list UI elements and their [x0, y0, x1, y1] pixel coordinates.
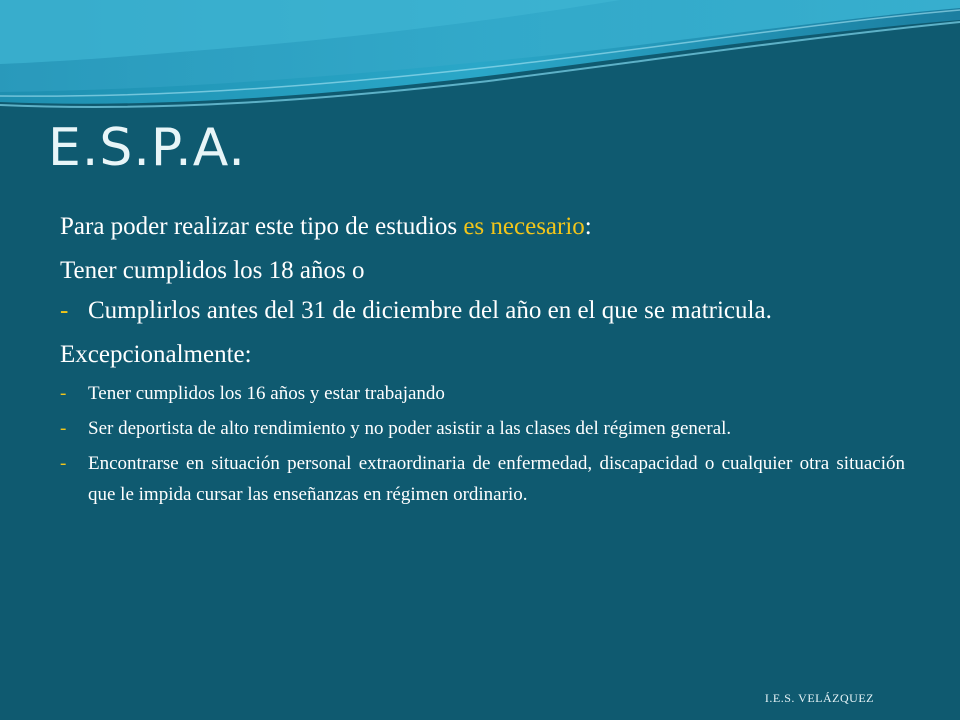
exception-list-item [60, 413, 905, 444]
exception-list-item [60, 378, 905, 409]
exception-item-text: Encontrarse en situación personal extraordinaria de enfermedad, discapacidad o cualquier otra situación que le impida cursar las enseñanzas en régimen ordinario. [88, 453, 905, 505]
slide-content [60, 208, 905, 510]
slide-title: E.S.P.A. [48, 118, 246, 178]
exception-list-item [60, 448, 905, 510]
slide-footer: I.E.S. VELÁZQUEZ [764, 691, 874, 705]
intro-paragraph [60, 208, 905, 246]
exception-item-text: Ser deportista de alto rendimiento y no poder asistir a las clases del régimen general. [88, 418, 732, 439]
intro-colon: : [584, 213, 592, 240]
requirement-list-item [60, 294, 905, 328]
bullet-dash: - [60, 453, 67, 474]
bullet-dash: - [60, 418, 67, 439]
intro-highlight: es necesario [463, 213, 585, 240]
exception-heading: Excepcionalmente: [60, 341, 252, 368]
requirement-text: Tener cumplidos los 18 años o [60, 257, 365, 284]
bullet-dash: - [60, 297, 69, 324]
intro-text: Para poder realizar este tipo de estudios [60, 213, 464, 240]
requirement-item-text: Cumplirlos antes del 31 de diciembre del año en el que se matricula. [88, 297, 772, 324]
exception-item-text: Tener cumplidos los 16 años y estar trabajando [88, 383, 445, 404]
bullet-dash: - [60, 383, 67, 404]
decorative-wave-header [0, 0, 960, 130]
